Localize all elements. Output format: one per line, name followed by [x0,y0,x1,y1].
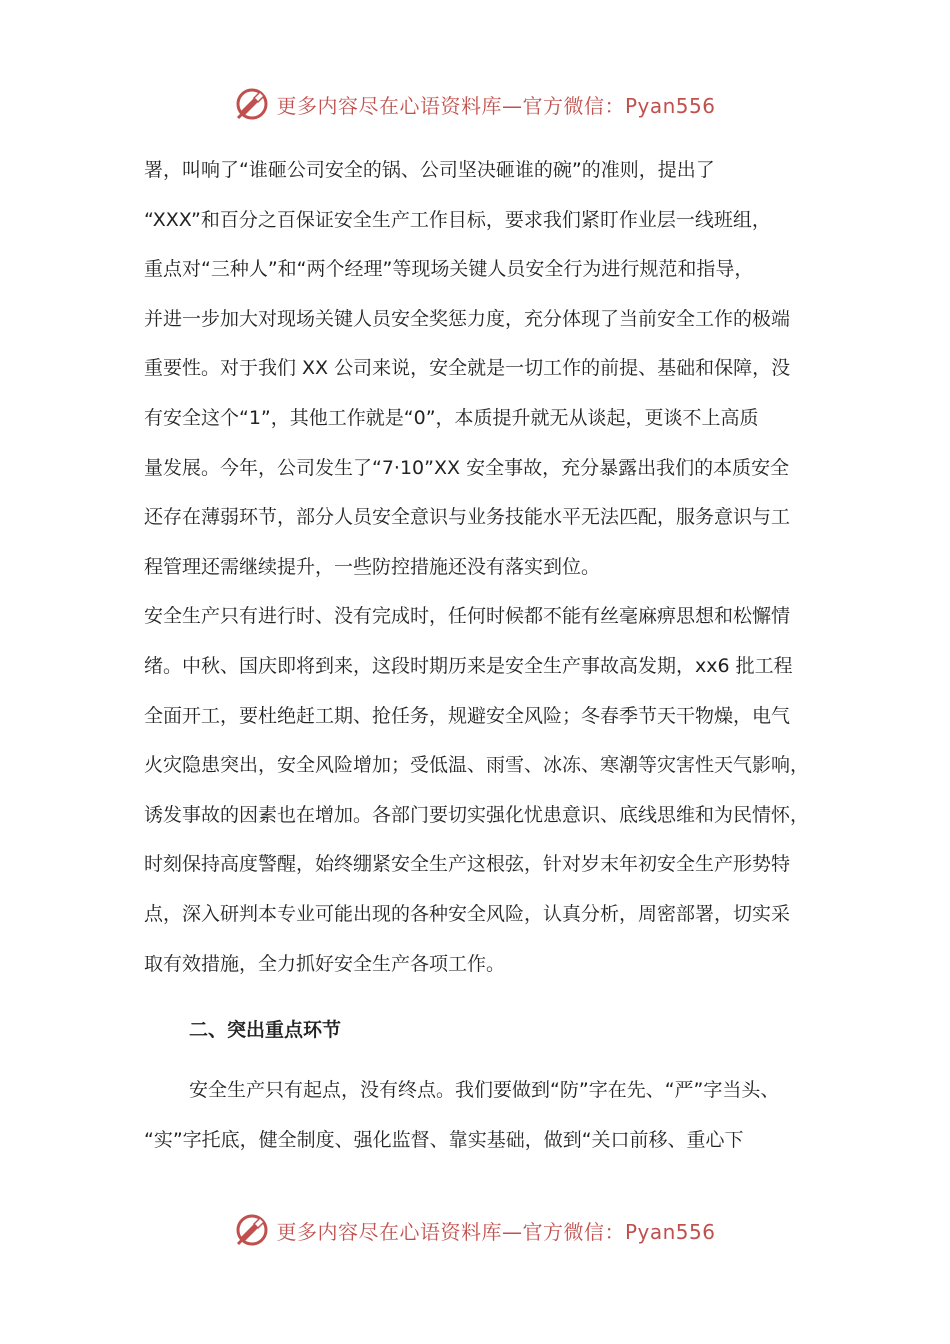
pen-logo-icon [234,1212,270,1248]
body-line: 重要性。对于我们 XX 公司来说，安全就是一切工作的前提、基础和保障，没 [144,357,791,380]
watermark-text: 更多内容尽在心语资料库—官方微信：Pyan556 [276,1219,716,1244]
section-body [144,1066,824,1165]
section-line: 安全生产只有起点，没有终点。我们要做到“防”字在先、“严”字当头、 [189,1079,780,1101]
body-line: 时刻保持高度警醒，始终绷紧安全生产这根弦，针对岁末年初安全生产形势特 [144,853,791,876]
body-line: 并进一步加大对现场关键人员安全奖惩力度，充分体现了当前安全工作的极端 [144,307,791,330]
document-body [144,146,824,989]
footer-watermark [0,1212,950,1248]
body-line: 取有效措施，全力抓好安全生产各项工作。 [144,952,506,975]
body-line: “XXX”和百分之百保证安全生产工作目标，要求我们紧盯作业层一线班组， [144,208,771,231]
section-heading: 二、突出重点环节 [189,1019,342,1041]
body-line: 还存在薄弱环节，部分人员安全意识与业务技能水平无法匹配，服务意识与工 [144,506,791,529]
watermark-text: 更多内容尽在心语资料库—官方微信：Pyan556 [276,93,716,118]
body-line: 程管理还需继续提升，一些防控措施还没有落实到位。 [144,555,601,578]
body-line: 量发展。今年，公司发生了“7·10”XX 安全事故，充分暴露出我们的本质安全 [144,456,790,479]
body-line: 署，叫响了“谁砸公司安全的锅、公司坚决砸谁的碗”的准则，提出了 [144,159,715,181]
body-line: 诱发事故的因素也在增加。各部门要切实强化忧患意识、底线思维和为民情怀， [144,803,810,826]
pen-logo-icon [234,86,270,122]
body-line: 全面开工，要杜绝赶工期、抢任务，规避安全风险；冬春季节天干物燥，电气 [144,704,791,727]
section-line: “实”字托底，健全制度、强化监督、靠实基础，做到“关口前移、重心下 [144,1128,744,1151]
header-watermark [0,86,950,122]
body-line: 火灾隐患突出，安全风险增加；受低温、雨雪、冰冻、寒潮等灾害性天气影响， [144,754,810,777]
body-line: 有安全这个“1”，其他工作就是“0”，本质提升就无从谈起，更谈不上高质 [144,406,759,429]
body-line: 点，深入研判本专业可能出现的各种安全风险，认真分析，周密部署，切实采 [144,902,791,925]
body-line: 绪。中秋、国庆即将到来，这段时期历来是安全生产事故高发期，xx6 批工程 [144,654,793,677]
body-line: 重点对“三种人”和“两个经理”等现场关键人员安全行为进行规范和指导， [144,258,754,281]
body-line: 安全生产只有进行时、没有完成时，任何时候都不能有丝毫麻痹思想和松懈情 [144,605,791,628]
